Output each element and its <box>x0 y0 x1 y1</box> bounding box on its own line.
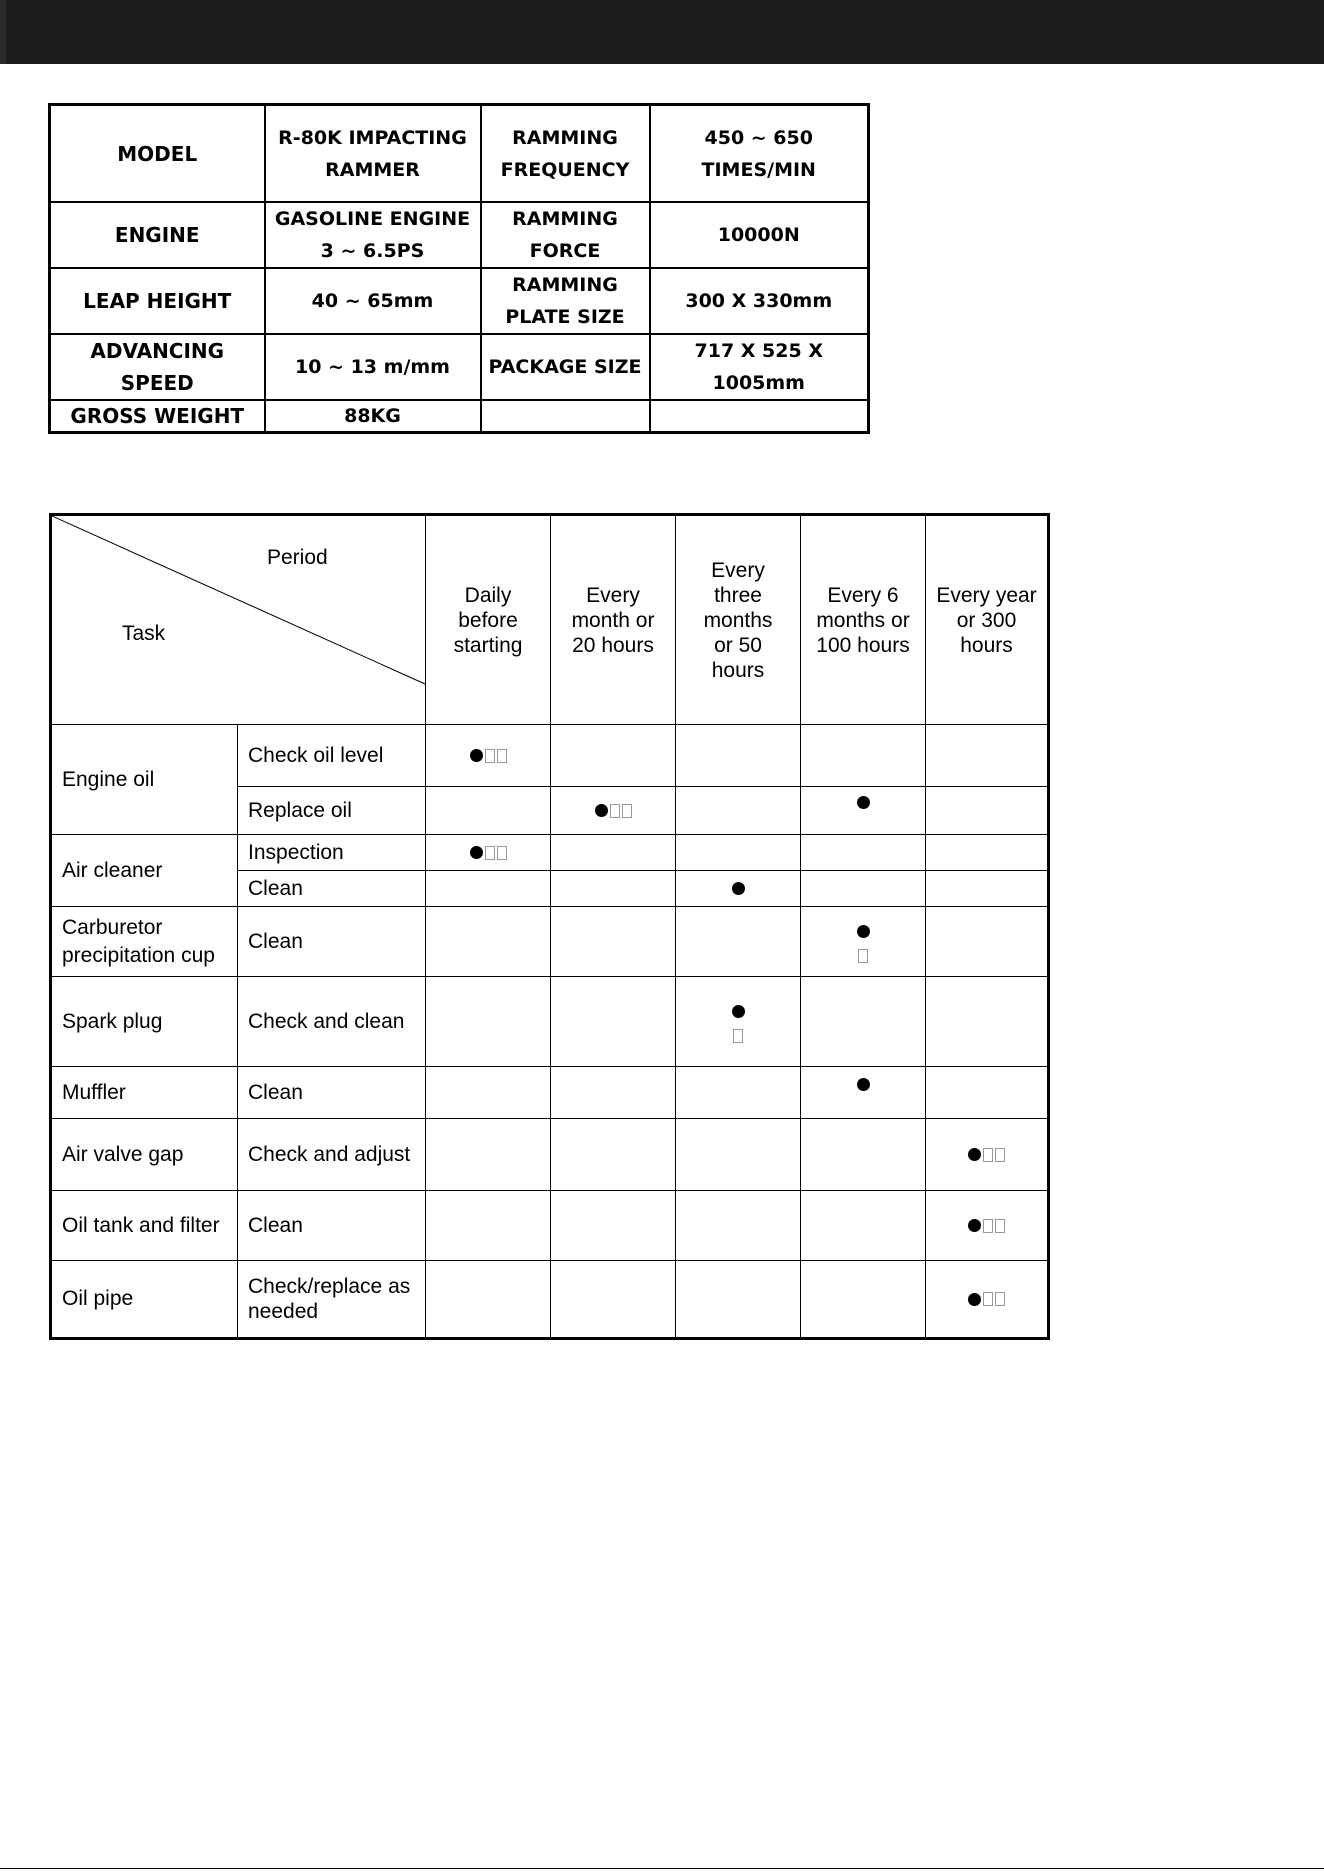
period-task-corner-cell <box>51 515 426 725</box>
maintenance-row <box>51 907 1049 977</box>
schedule-cell <box>676 1067 801 1119</box>
missing-glyph-box-icon <box>858 949 868 963</box>
schedule-cell <box>426 787 551 835</box>
subtask-cell: Check and clean <box>238 977 426 1067</box>
schedule-cell <box>676 907 801 977</box>
missing-glyph-box-icon <box>622 804 632 818</box>
task-name-cell: Oil pipe <box>51 1261 238 1339</box>
spec-row <box>50 202 869 268</box>
maintenance-header-row <box>51 515 1049 725</box>
subtask-cell: Clean <box>238 871 426 907</box>
schedule-cell <box>801 1191 926 1261</box>
schedule-cell <box>426 835 551 871</box>
schedule-cell <box>551 787 676 835</box>
scheduled-mark <box>732 877 745 901</box>
period-header-label: Period <box>267 546 328 569</box>
schedule-cell <box>926 787 1049 835</box>
period-column-header: Every three months or 50 hours <box>676 515 801 725</box>
spec-value: 88KG <box>265 400 481 433</box>
spec-label: PACKAGE SIZE <box>481 334 650 400</box>
spec-label: RAMMING FORCE <box>481 202 650 268</box>
spec-empty-cell <box>650 400 869 433</box>
schedule-cell <box>551 1119 676 1191</box>
schedule-cell <box>926 977 1049 1067</box>
spec-value: GASOLINE ENGINE 3 ~ 6.5PS <box>265 202 481 268</box>
schedule-cell <box>676 835 801 871</box>
schedule-cell <box>801 835 926 871</box>
spec-row <box>50 105 869 203</box>
missing-glyph-box-icon <box>983 1148 993 1162</box>
spec-value: 717 X 525 X 1005mm <box>650 334 869 400</box>
missing-glyph-box-icon <box>733 1029 743 1043</box>
bullet-icon <box>968 1219 981 1232</box>
diagonal-divider <box>52 516 427 726</box>
task-name-cell: Muffler <box>51 1067 238 1119</box>
schedule-cell <box>676 871 801 907</box>
schedule-cell <box>551 725 676 787</box>
scheduled-mark <box>732 1005 745 1043</box>
task-name-cell: Air cleaner <box>51 835 238 907</box>
maintenance-row <box>51 1119 1049 1191</box>
schedule-cell <box>926 907 1049 977</box>
schedule-cell <box>426 725 551 787</box>
schedule-cell <box>426 1261 551 1339</box>
schedule-cell <box>926 1067 1049 1119</box>
scheduled-mark <box>857 1078 870 1102</box>
schedule-cell <box>676 1119 801 1191</box>
bullet-icon <box>732 882 745 895</box>
subtask-cell: Clean <box>238 1067 426 1119</box>
schedule-cell <box>676 1191 801 1261</box>
schedule-cell <box>801 725 926 787</box>
maintenance-row <box>51 1067 1049 1119</box>
period-column-header: Every month or 20 hours <box>551 515 676 725</box>
bullet-icon <box>968 1148 981 1161</box>
missing-glyph-box-icon <box>485 749 495 763</box>
scheduled-mark <box>470 841 507 865</box>
schedule-cell <box>926 835 1049 871</box>
missing-glyph-box-icon <box>983 1219 993 1233</box>
bullet-icon <box>968 1293 981 1306</box>
subtask-cell: Replace oil <box>238 787 426 835</box>
period-column-header: Daily before starting <box>426 515 551 725</box>
schedule-cell <box>801 907 926 977</box>
spec-row <box>50 334 869 400</box>
missing-glyph-box-icon <box>983 1292 993 1306</box>
header-bar-edge <box>0 0 6 64</box>
schedule-cell <box>676 977 801 1067</box>
period-column-header: Every year or 300 hours <box>926 515 1049 725</box>
spec-table <box>48 103 870 434</box>
schedule-cell <box>426 977 551 1067</box>
schedule-cell <box>926 1191 1049 1261</box>
maintenance-row <box>51 725 1049 787</box>
bullet-icon <box>732 1005 745 1018</box>
schedule-cell <box>926 1261 1049 1339</box>
maintenance-row <box>51 1261 1049 1339</box>
spec-value: 300 X 330mm <box>650 268 869 334</box>
spec-empty-cell <box>481 400 650 433</box>
missing-glyph-box-icon <box>610 804 620 818</box>
bullet-icon <box>857 1078 870 1091</box>
spec-row <box>50 268 869 334</box>
schedule-cell <box>551 835 676 871</box>
spec-label: MODEL <box>50 105 265 203</box>
spec-label: ADVANCING SPEED <box>50 334 265 400</box>
missing-glyph-box-icon <box>995 1148 1005 1162</box>
scheduled-mark <box>857 796 870 820</box>
schedule-cell <box>551 1067 676 1119</box>
schedule-cell <box>801 1067 926 1119</box>
subtask-cell: Clean <box>238 907 426 977</box>
subtask-cell: Check and adjust <box>238 1119 426 1191</box>
spec-label: RAMMING FREQUENCY <box>481 105 650 203</box>
bullet-icon <box>857 925 870 938</box>
schedule-cell <box>676 725 801 787</box>
task-name-cell: Air valve gap <box>51 1119 238 1191</box>
schedule-cell <box>676 787 801 835</box>
spec-value: 450 ~ 650 TIMES/MIN <box>650 105 869 203</box>
spec-label: GROSS WEIGHT <box>50 400 265 433</box>
scheduled-mark <box>968 1214 1005 1238</box>
schedule-cell <box>426 1119 551 1191</box>
scheduled-mark <box>595 799 632 823</box>
task-name-cell: Oil tank and filter <box>51 1191 238 1261</box>
spec-label: LEAP HEIGHT <box>50 268 265 334</box>
subtask-cell: Clean <box>238 1191 426 1261</box>
task-header-label: Task <box>122 622 166 645</box>
schedule-cell <box>926 871 1049 907</box>
schedule-cell <box>551 1191 676 1261</box>
scheduled-mark <box>968 1287 1005 1311</box>
schedule-cell <box>551 1261 676 1339</box>
subtask-cell: Check oil level <box>238 725 426 787</box>
schedule-cell <box>426 1067 551 1119</box>
schedule-cell <box>801 787 926 835</box>
schedule-cell <box>426 907 551 977</box>
schedule-cell <box>801 871 926 907</box>
spec-value: 10 ~ 13 m/mm <box>265 334 481 400</box>
footer-rule <box>0 1868 1324 1869</box>
maintenance-row <box>51 1191 1049 1261</box>
schedule-cell <box>676 1261 801 1339</box>
bullet-icon <box>470 749 483 762</box>
schedule-cell <box>801 1261 926 1339</box>
top-header-bar <box>0 0 1324 64</box>
missing-glyph-box-icon <box>995 1292 1005 1306</box>
missing-glyph-box-icon <box>995 1219 1005 1233</box>
schedule-cell <box>801 977 926 1067</box>
schedule-cell <box>426 871 551 907</box>
subtask-cell: Check/replace as needed <box>238 1261 426 1339</box>
schedule-cell <box>551 907 676 977</box>
spec-value: R-80K IMPACTING RAMMER <box>265 105 481 203</box>
schedule-cell <box>801 1119 926 1191</box>
spec-value: 10000N <box>650 202 869 268</box>
scheduled-mark <box>470 744 507 768</box>
missing-glyph-box-icon <box>497 846 507 860</box>
task-name-cell: Carburetor precipitation cup <box>51 907 238 977</box>
schedule-cell <box>551 871 676 907</box>
bullet-icon <box>595 804 608 817</box>
spec-label: RAMMING PLATE SIZE <box>481 268 650 334</box>
spec-value: 40 ~ 65mm <box>265 268 481 334</box>
missing-glyph-box-icon <box>485 846 495 860</box>
maintenance-table <box>49 513 1050 1340</box>
scheduled-mark <box>968 1143 1005 1167</box>
missing-glyph-box-icon <box>497 749 507 763</box>
schedule-cell <box>926 725 1049 787</box>
scheduled-mark <box>857 925 870 963</box>
maintenance-row <box>51 835 1049 871</box>
maintenance-body <box>51 725 1049 1339</box>
bullet-icon <box>857 796 870 809</box>
period-column-header: Every 6 months or 100 hours <box>801 515 926 725</box>
subtask-cell: Inspection <box>238 835 426 871</box>
schedule-cell <box>426 1191 551 1261</box>
task-name-cell: Spark plug <box>51 977 238 1067</box>
task-name-cell: Engine oil <box>51 725 238 835</box>
spec-label: ENGINE <box>50 202 265 268</box>
schedule-cell <box>926 1119 1049 1191</box>
schedule-cell <box>551 977 676 1067</box>
maintenance-row <box>51 977 1049 1067</box>
spec-row <box>50 400 869 433</box>
bullet-icon <box>470 846 483 859</box>
